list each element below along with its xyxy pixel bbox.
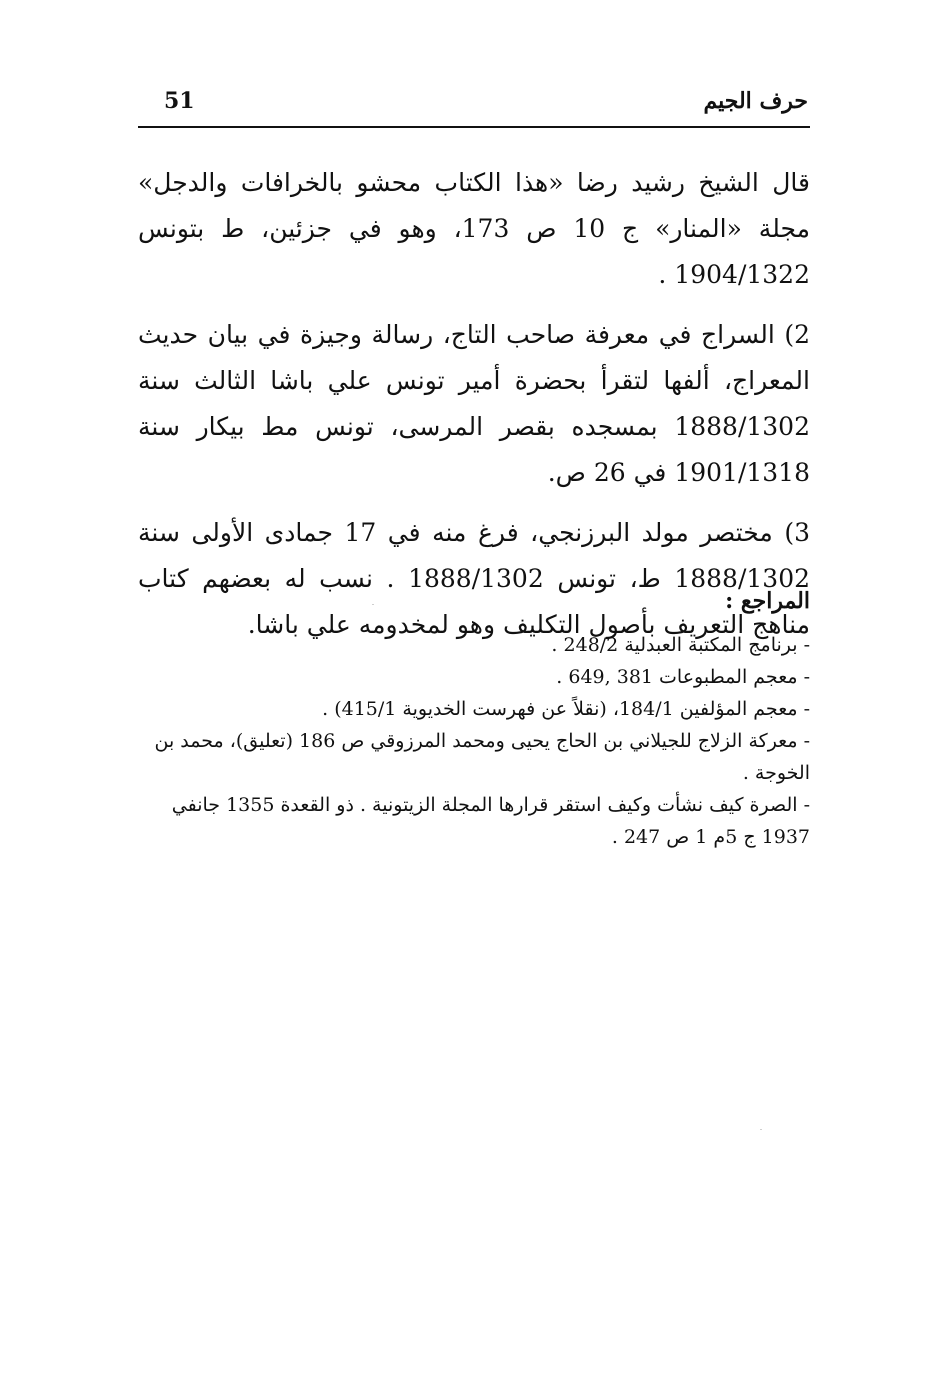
reference-item-1: - برنامج المكتبة العبدلية 248/2 . <box>551 634 810 656</box>
reference-item-5: - الصرة كيف نشأت وكيف استقر قرارها المجلة الزيتونية . ذو القعدة 1355 جانفي 1937 ج 5م 1 ص 247 . <box>171 794 810 848</box>
scan-speck <box>760 1129 762 1130</box>
running-head: حرف الجيم <box>703 88 808 114</box>
references-list <box>138 629 810 853</box>
reference-item-2: - معجم المطبوعات 381 ,649 . <box>556 666 810 688</box>
paragraph-1: قال الشيخ رشيد رضا «هذا الكتاب محشو بالخرافات والدجل» مجلة «المنار» ج 10 ص 173، وهو في جزئين، ط بتونس 1904/1322 . <box>138 168 810 289</box>
page-number: 51 <box>164 88 195 114</box>
header-rule <box>138 126 810 128</box>
reference-item-4: - معركة الزلاج للجيلاني بن الحاج يحيى ومحمد المرزوقي ص 186 (تعليق)، محمد بن الخوجة . <box>154 730 810 784</box>
paragraph-2: 2) السراج في معرفة صاحب التاج، رسالة وجيزة في بيان حديث المعراج، ألفها لتقرأ بحضرة أمير تونس علي باشا الثالث سنة 1888/1302 بمسجده بقصر المرسى، تونس مط بيكار سنة 1901/1318 في 26 ص. <box>138 320 810 487</box>
page-header <box>138 86 808 126</box>
paragraph-3: 3) مختصر مولد البرزنجي، فرغ منه في 17 جمادى الأولى سنة 1888/1302 ط، تونس 1888/1302 . نسب له بعضهم كتاب مناهج التعريف بأصول التكليف وهو لمخدومه علي باشا. <box>138 518 811 639</box>
references-section <box>138 585 810 853</box>
references-title: المراجع : <box>725 588 810 614</box>
scan-speck <box>372 604 374 605</box>
reference-item-3: - معجم المؤلفين 184/1، (نقلاً عن فهرست الخديوية 415/1) . <box>322 698 810 720</box>
